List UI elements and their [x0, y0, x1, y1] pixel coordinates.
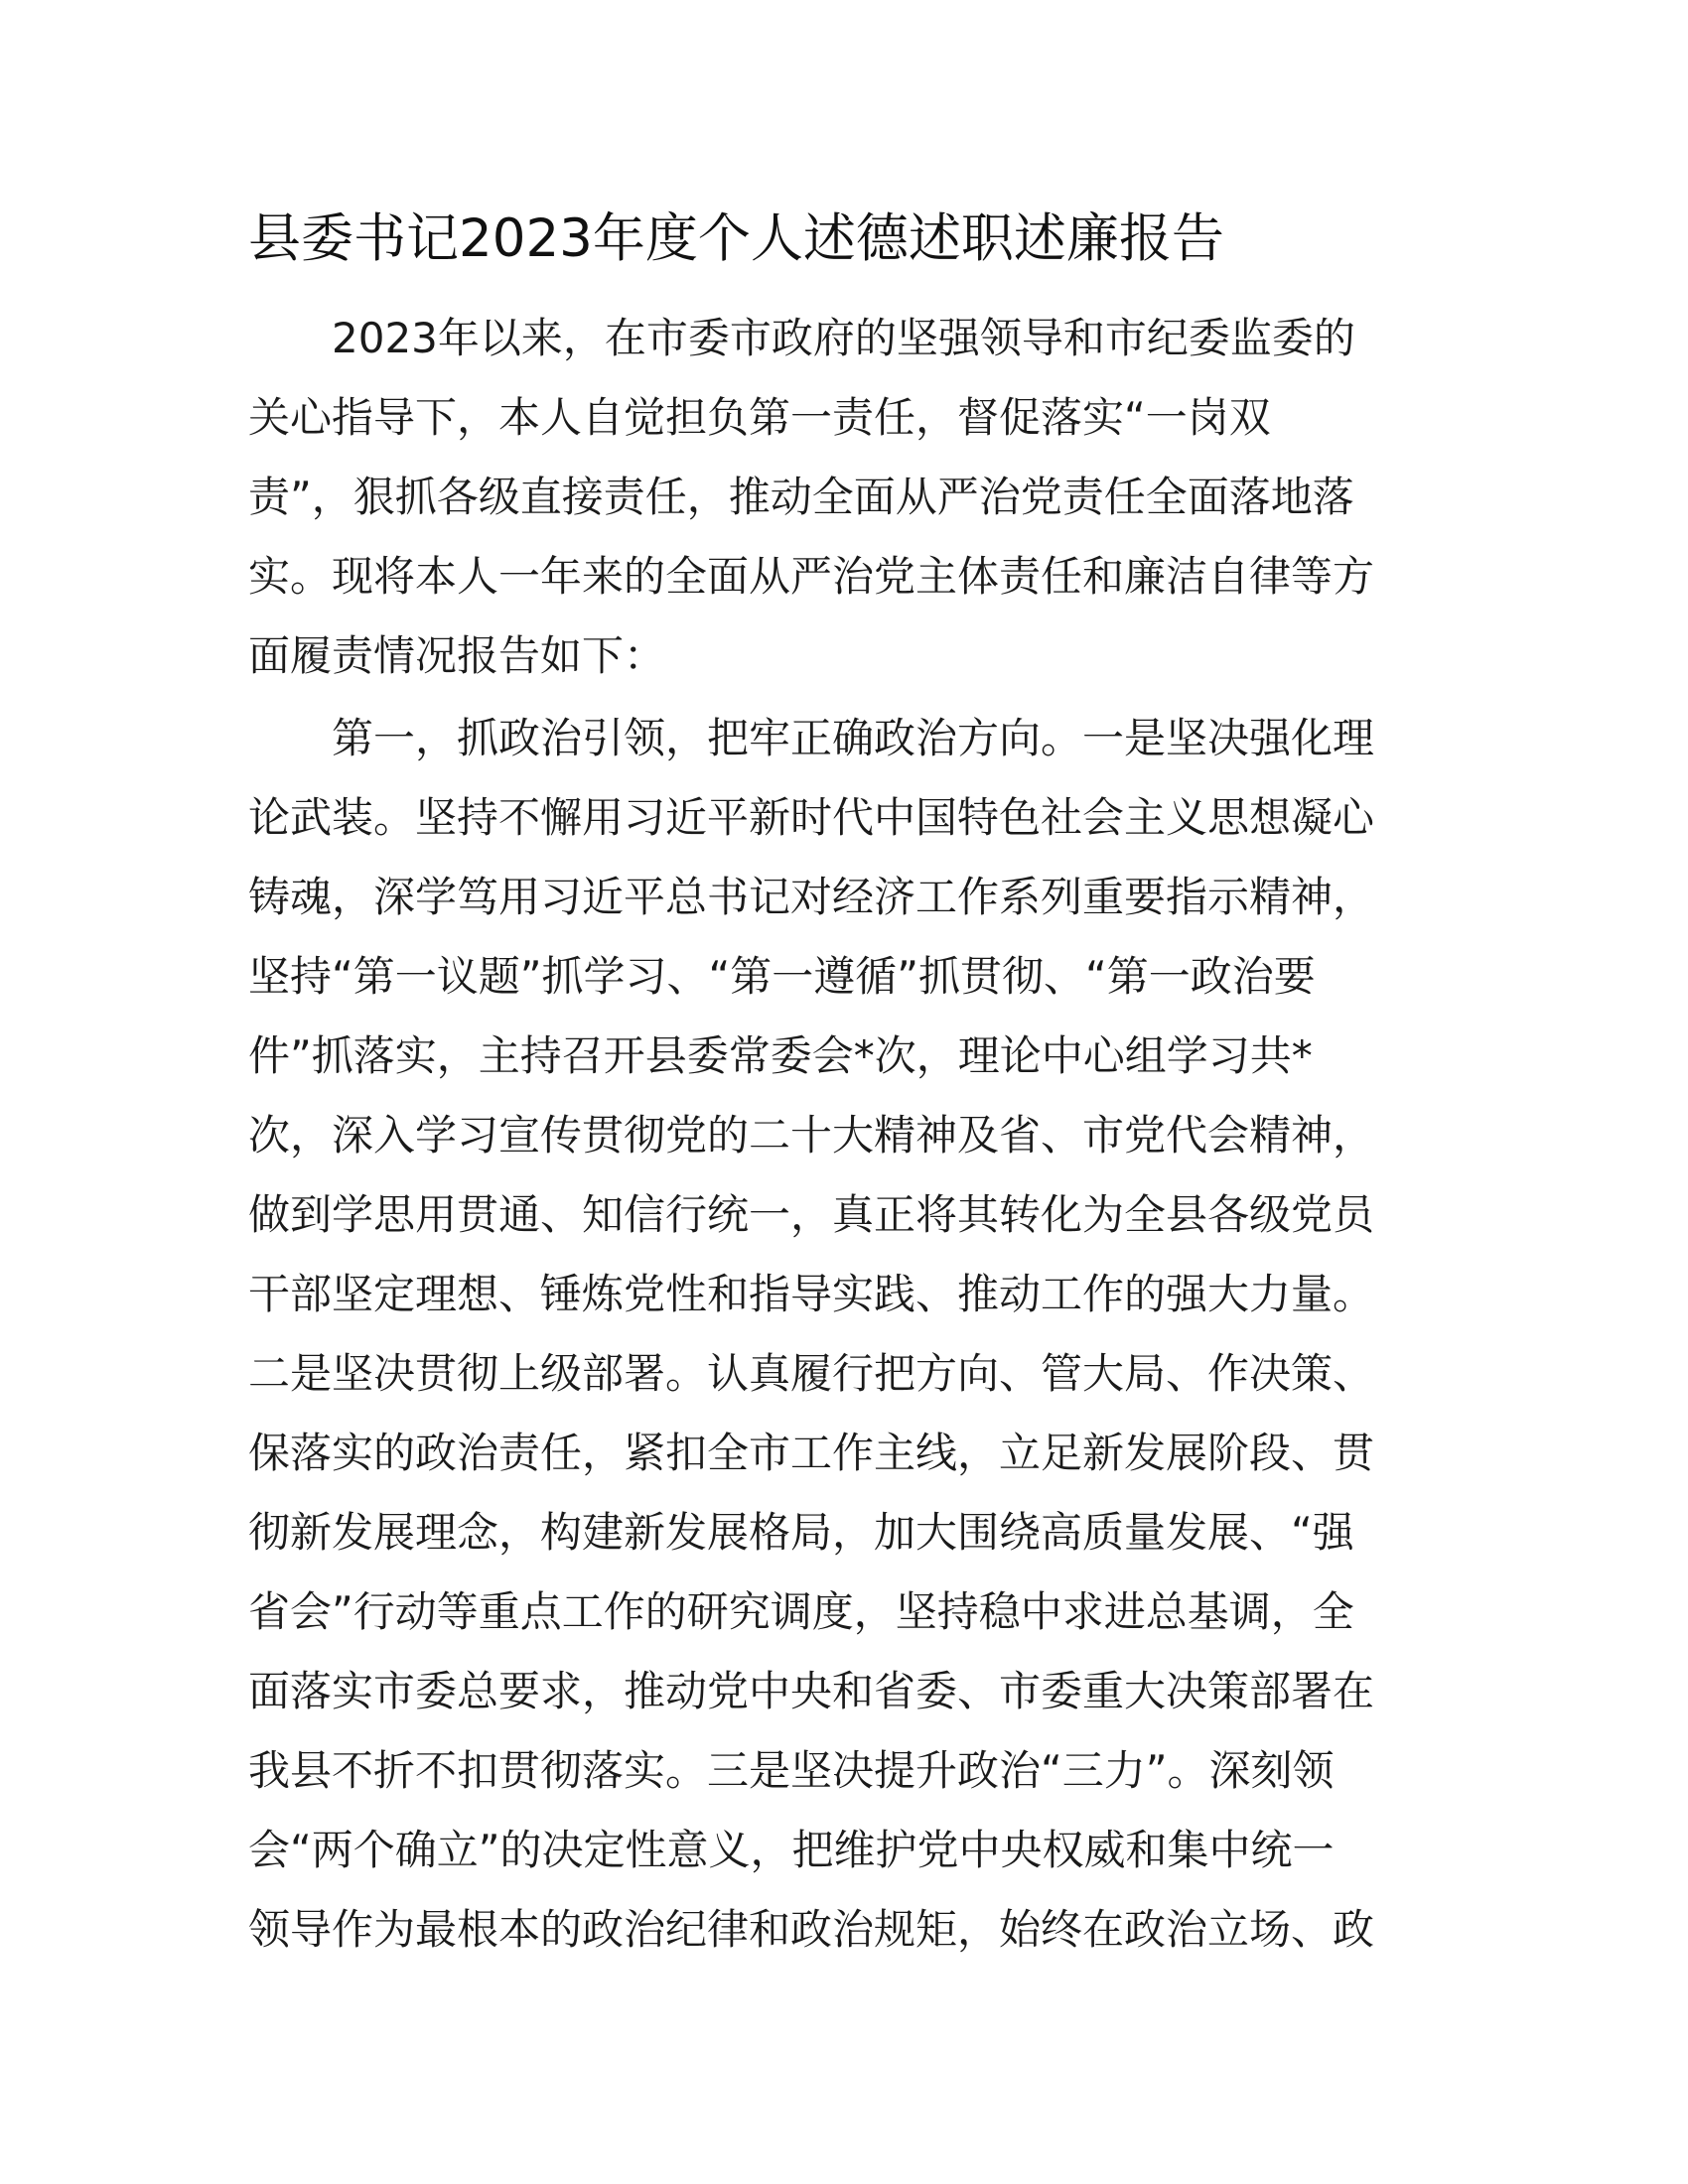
- paragraph-section-one: [248, 699, 1440, 1970]
- paragraph-line: 省会”行动等重点工作的研究调度，坚持稳中求进总基调，全: [248, 1587, 1354, 1636]
- paragraph-line: 干部坚定理想、锤炼党性和指导实践、推动工作的强大力量。: [248, 1270, 1375, 1318]
- paragraph-line: 彻新发展理念，构建新发展格局，加大围绕高质量发展、“强: [248, 1508, 1354, 1557]
- paragraph-line: 领导作为最根本的政治纪律和政治规矩，始终在政治立场、政: [248, 1905, 1375, 1954]
- paragraph-line: 次，深入学习宣传贯彻党的二十大精神及省、市党代会精神，: [248, 1111, 1375, 1160]
- paragraph-line: 做到学思用贯通、知信行统一，真正将其转化为全县各级党员: [248, 1190, 1375, 1239]
- paragraph-line: 保落实的政治责任，紧扣全市工作主线，立足新发展阶段、贯: [248, 1429, 1375, 1477]
- paragraph-line: 责”，狠抓各级直接责任，推动全面从严治党责任全面落地落: [248, 473, 1354, 521]
- paragraph-line: 铸魂，深学笃用习近平总书记对经济工作系列重要指示精神，: [248, 873, 1375, 921]
- paragraph-line: 坚持“第一议题”抓学习、“第一遵循”抓贯彻、“第一政治要: [248, 952, 1316, 1001]
- paragraph-line: 我县不折不扣贯彻落实。三是坚决提升政治“三力”。深刻领: [248, 1746, 1335, 1795]
- paragraph-line: 论武装。坚持不懈用习近平新时代中国特色社会主义思想凝心: [248, 793, 1375, 842]
- paragraph-line: 面落实市委总要求，推动党中央和省委、市委重大决策部署在: [248, 1667, 1375, 1715]
- paragraph-line: 件”抓落实，主持召开县委常委会*次，理论中心组学习共*: [248, 1031, 1313, 1080]
- paragraph-intro: [248, 299, 1440, 696]
- paragraph-line: 关心指导下，本人自觉担负第一责任，督促落实“一岗双: [248, 393, 1271, 442]
- paragraph-line: 实。现将本人一年来的全面从严治党主体责任和廉洁自律等方: [248, 552, 1375, 601]
- paragraph-line: 会“两个确立”的决定性意义，把维护党中央权威和集中统一: [248, 1826, 1335, 1874]
- paragraph-line: 面履责情况报告如下：: [248, 631, 666, 680]
- paragraph-line: 第一，抓政治引领，把牢正确政治方向。一是坚决强化理: [332, 714, 1375, 762]
- document-title: 县委书记2023年度个人述德述职述廉报告: [248, 208, 1224, 269]
- paragraph-line: 二是坚决贯彻上级部署。认真履行把方向、管大局、作决策、: [248, 1349, 1375, 1398]
- paragraph-line: 2023年以来，在市委市政府的坚强领导和市纪委监委的: [332, 314, 1355, 362]
